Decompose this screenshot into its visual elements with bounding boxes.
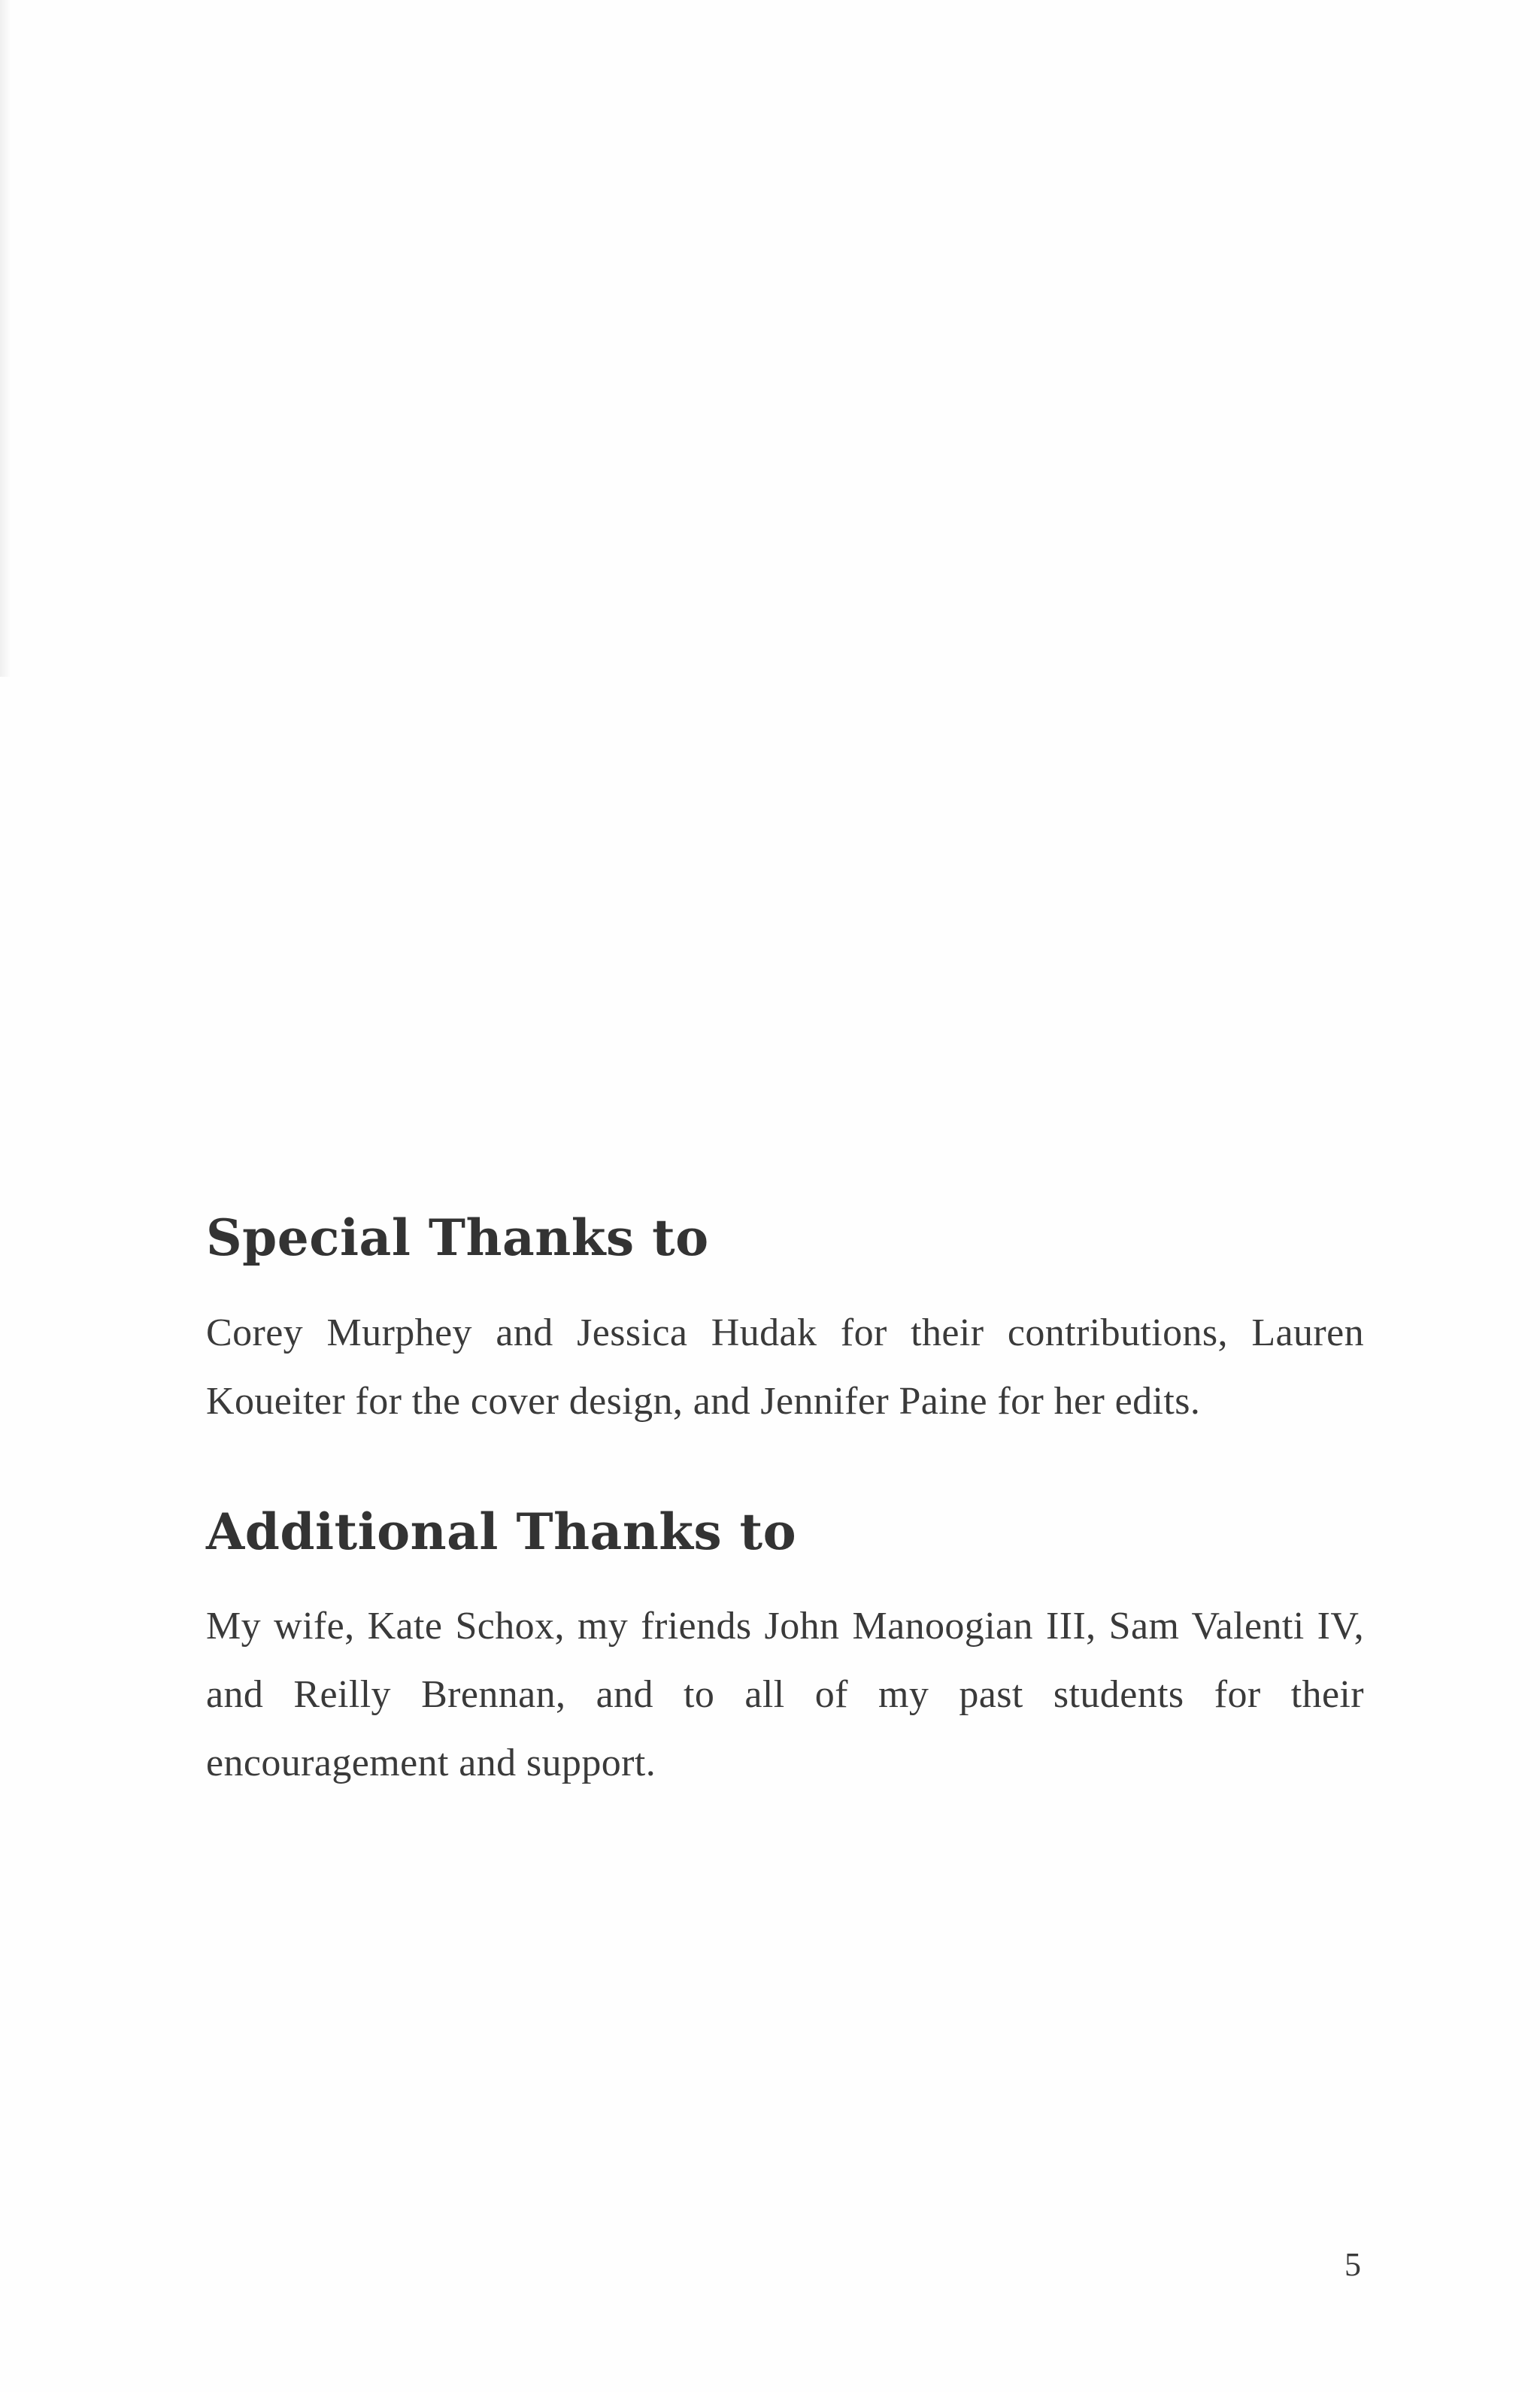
page-number: 5	[1344, 2246, 1361, 2283]
additional-thanks-body: My wife, Kate Schox, my friends John Manoogian III, Sam Valenti IV, and Reilly Brennan, and to all of my past students for their encouragement and support.	[206, 1605, 1364, 1785]
special-thanks-body: Corey Murphey and Jessica Hudak for their contributions, Lauren Koueiter for the cover design, and Jennifer Paine for her edits.	[206, 1311, 1364, 1423]
additional-thanks-section	[206, 1502, 1364, 1798]
special-thanks-section	[206, 1208, 1364, 1436]
additional-thanks-heading: Additional Thanks to	[206, 1502, 797, 1561]
special-thanks-heading: Special Thanks to	[206, 1208, 709, 1267]
acknowledgements	[206, 1208, 1364, 1797]
